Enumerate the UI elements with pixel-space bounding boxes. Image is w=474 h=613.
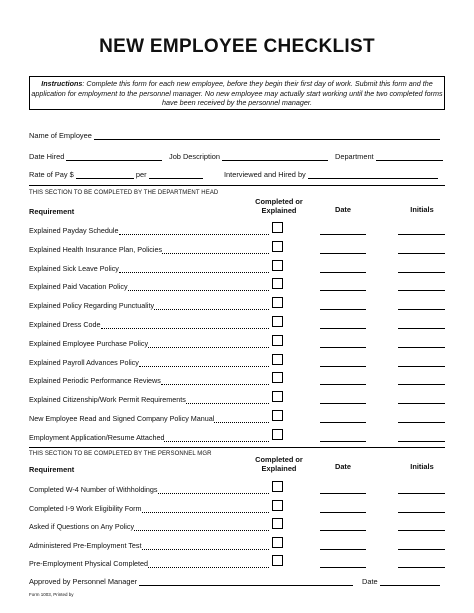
checklist-item-label: Administered Pre-Employment Test — [29, 540, 142, 550]
approved-label: Approved by Personnel Manager — [29, 577, 138, 586]
initials-line[interactable] — [398, 567, 445, 568]
completed-checkbox[interactable] — [272, 335, 283, 346]
leader-dots — [134, 524, 269, 531]
department-field[interactable] — [376, 153, 443, 161]
checklist-row — [29, 376, 269, 385]
employee-name-row — [29, 131, 440, 140]
initials-line[interactable] — [398, 272, 445, 273]
rate-of-pay-row — [29, 170, 203, 179]
checklist-row — [29, 320, 269, 329]
page-title: NEW EMPLOYEE CHECKLIST — [99, 36, 375, 57]
checklist-item-label: Explained Citizenship/Work Permit Requirements — [29, 395, 186, 405]
initials-line[interactable] — [398, 328, 445, 329]
checklist-item-label: Pre-Employment Physical Completed — [29, 559, 149, 569]
date-hired-label: Date Hired — [29, 152, 65, 161]
job-description-row — [169, 152, 328, 161]
date-line[interactable] — [320, 403, 366, 404]
date-line[interactable] — [320, 234, 366, 235]
department-row — [335, 152, 443, 161]
completed-checkbox[interactable] — [272, 316, 283, 327]
rate-of-pay-label: Rate of Pay $ — [29, 170, 74, 179]
leader-dots — [128, 284, 269, 291]
checklist-item-label: Completed I-9 Work Eligibility Form — [29, 503, 142, 513]
form-footer: Form 1003, Printed by — [29, 592, 74, 597]
checklist-row — [29, 504, 269, 513]
checklist-row — [29, 301, 269, 310]
approved-field[interactable] — [139, 578, 353, 586]
leader-dots — [164, 435, 269, 442]
checklist-item-label: Asked if Questions on Any Policy — [29, 522, 135, 532]
completed-checkbox[interactable] — [272, 260, 283, 271]
leader-dots — [148, 561, 269, 568]
date-line[interactable] — [320, 253, 366, 254]
approved-date-field[interactable] — [380, 578, 440, 586]
leader-dots — [101, 322, 269, 329]
checklist-row — [29, 541, 269, 550]
section1-heading: THIS SECTION TO BE COMPLETED BY THE DEPARTMENT HEAD — [29, 190, 219, 196]
date-line[interactable] — [320, 422, 366, 423]
checklist-item-label: Explained Payday Schedule — [29, 226, 119, 235]
checklist-row — [29, 245, 269, 254]
date-line[interactable] — [320, 530, 366, 531]
interviewed-label: Interviewed and Hired by — [224, 170, 306, 179]
completed-checkbox[interactable] — [272, 410, 283, 421]
completed-checkbox[interactable] — [272, 518, 283, 529]
date-line[interactable] — [320, 512, 366, 513]
initials-line[interactable] — [398, 403, 445, 404]
leader-dots — [119, 266, 269, 273]
section2-col-date: Date — [334, 462, 352, 471]
initials-line[interactable] — [398, 530, 445, 531]
per-label: per — [135, 170, 147, 179]
leader-dots — [162, 247, 269, 254]
per-field[interactable] — [149, 171, 203, 179]
interviewed-row — [224, 170, 438, 179]
checklist-row — [29, 358, 269, 367]
checklist-item-label: New Employee Read and Signed Company Policy Manual — [29, 414, 215, 423]
date-hired-row — [29, 152, 162, 161]
instructions-text: : Complete this form for each new employee, before they begin their first day of work. Submit this form and the application for employment to the personnel manager. No new employee may actually start working until the two completed forms have been received by the personnel manager. — [31, 79, 443, 108]
checklist-item-label: Explained Policy Regarding Punctuality — [29, 301, 155, 311]
completed-checkbox[interactable] — [272, 222, 283, 233]
checklist-row — [29, 485, 269, 494]
checklist-row — [29, 395, 269, 404]
checklist-item-label: Explained Health Insurance Plan, Policies — [29, 244, 163, 254]
checklist-item-label: Explained Paid Vacation Policy — [29, 282, 128, 292]
initials-line[interactable] — [398, 366, 445, 367]
checklist-row — [29, 433, 269, 442]
section1-col-initials: Initials — [410, 205, 434, 214]
completed-checkbox[interactable] — [272, 372, 283, 383]
leader-dots — [214, 416, 269, 423]
initials-line[interactable] — [398, 441, 445, 442]
checklist-item-label: Explained Sick Leave Policy — [29, 263, 119, 273]
initials-line[interactable] — [398, 384, 445, 385]
rate-of-pay-field[interactable] — [76, 171, 134, 179]
approved-date-row — [362, 577, 440, 586]
completed-checkbox[interactable] — [272, 429, 283, 440]
checklist-item-label: Explained Employee Purchase Policy — [29, 338, 149, 348]
department-label: Department — [335, 152, 374, 161]
initials-line[interactable] — [398, 549, 445, 550]
date-line[interactable] — [320, 549, 366, 550]
job-description-label: Job Description — [169, 152, 220, 161]
completed-checkbox[interactable] — [272, 537, 283, 548]
date-line[interactable] — [320, 347, 366, 348]
approved-row — [29, 577, 353, 586]
checklist-row — [29, 264, 269, 273]
leader-dots — [154, 303, 269, 310]
leader-dots — [139, 360, 269, 367]
checklist-item-label: Completed W-4 Number of Withholdings — [29, 485, 158, 494]
completed-checkbox[interactable] — [272, 278, 283, 289]
initials-line[interactable] — [398, 422, 445, 423]
checklist-item-label: Employment Application/Resume Attached — [29, 432, 165, 442]
completed-checkbox[interactable] — [272, 500, 283, 511]
section1-col-requirement: Requirement — [29, 207, 75, 216]
date-hired-field[interactable] — [66, 153, 162, 161]
section2-col-initials: Initials — [410, 462, 434, 471]
checklist-item-label: Explained Periodic Performance Reviews — [29, 376, 161, 386]
initials-line[interactable] — [398, 493, 445, 494]
section1-col-completed: Completed or Explained — [255, 197, 303, 215]
checklist-row — [29, 414, 269, 423]
leader-dots — [142, 506, 269, 513]
checklist-item-label: Explained Payroll Advances Policy — [29, 357, 139, 367]
leader-dots — [142, 543, 269, 550]
initials-line[interactable] — [398, 309, 445, 310]
checklist-row — [29, 522, 269, 531]
initials-line[interactable] — [398, 234, 445, 235]
date-line[interactable] — [320, 493, 366, 494]
initials-line[interactable] — [398, 253, 445, 254]
initials-line[interactable] — [398, 290, 445, 291]
employee-name-label: Name of Employee — [29, 131, 92, 140]
section1-col-date: Date — [334, 205, 352, 214]
completed-checkbox[interactable] — [272, 297, 283, 308]
initials-line[interactable] — [398, 347, 445, 348]
date-line[interactable] — [320, 366, 366, 367]
instructions-label: Instructions — [41, 79, 83, 88]
leader-dots — [161, 378, 269, 385]
interviewed-field[interactable] — [308, 171, 438, 179]
leader-dots — [186, 397, 269, 404]
checklist-item-label: Explained Dress Code — [29, 320, 101, 329]
approved-date-label: Date — [362, 577, 378, 586]
section2-col-completed: Completed or Explained — [255, 455, 303, 473]
section1-divider — [29, 185, 445, 186]
checklist-row — [29, 559, 269, 568]
leader-dots — [148, 341, 269, 348]
employee-name-field[interactable] — [94, 132, 440, 140]
completed-checkbox[interactable] — [272, 555, 283, 566]
initials-line[interactable] — [398, 512, 445, 513]
leader-dots — [158, 487, 269, 494]
section2-divider — [29, 447, 445, 448]
checklist-row — [29, 282, 269, 291]
completed-checkbox[interactable] — [272, 354, 283, 365]
instructions-box — [29, 76, 445, 110]
date-line[interactable] — [320, 441, 366, 442]
date-line[interactable] — [320, 309, 366, 310]
date-line[interactable] — [320, 272, 366, 273]
leader-dots — [119, 228, 269, 235]
date-line[interactable] — [320, 384, 366, 385]
date-line[interactable] — [320, 290, 366, 291]
section2-col-requirement: Requirement — [29, 465, 75, 474]
date-line[interactable] — [320, 567, 366, 568]
date-line[interactable] — [320, 328, 366, 329]
section2-heading: THIS SECTION TO BE COMPLETED BY THE PERSONNEL MGR — [29, 451, 212, 457]
completed-checkbox[interactable] — [272, 241, 283, 252]
job-description-field[interactable] — [222, 153, 328, 161]
completed-checkbox[interactable] — [272, 391, 283, 402]
completed-checkbox[interactable] — [272, 481, 283, 492]
checklist-row — [29, 339, 269, 348]
checklist-row — [29, 226, 269, 235]
